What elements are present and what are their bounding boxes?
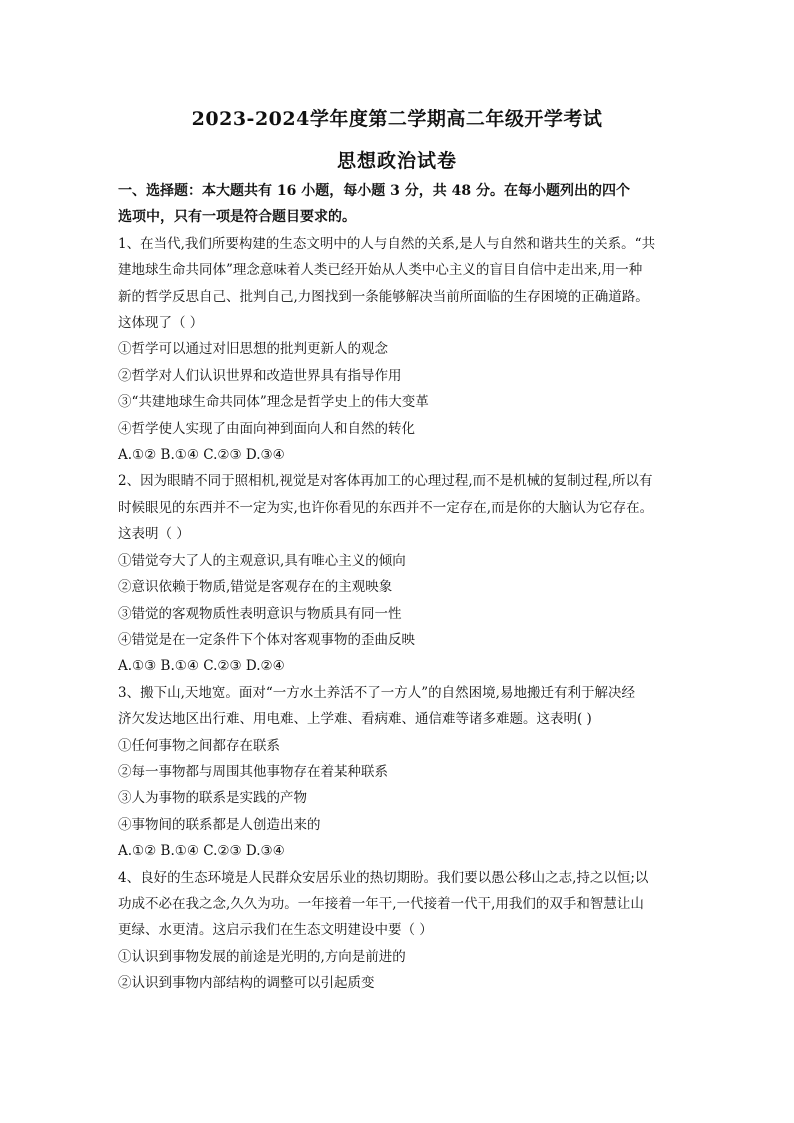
- question-stem-line: 3、搬下山,天地宽。面对“一方水土养活不了一方人”的自然困境,易地搬迁有利于解决经: [118, 684, 635, 701]
- question-item: ①任何事物之间都存在联系: [118, 737, 280, 754]
- question-item: ④错觉是在一定条件下个体对客观事物的歪曲反映: [118, 631, 415, 648]
- question-stem-line: 更绿、水更清。这启示我们在生态文明建设中要（ ）: [118, 922, 433, 939]
- answer-options: A.①② B.①④ C.②③ D.③④: [118, 843, 285, 860]
- question-item: ①认识到事物发展的前途是光明的,方向是前进的: [118, 948, 406, 965]
- exam-subtitle: 思想政治试卷: [336, 150, 457, 172]
- question-3: [118, 680, 684, 865]
- question-stem-line: 时候眼见的东西并不一定为实,也许你看见的东西并不一定存在,而是你的大脑认为它存在。: [118, 499, 654, 516]
- answer-options: A.①② B.①④ C.②③ D.③④: [118, 447, 285, 464]
- section-heading: [118, 178, 684, 231]
- question-stem-line: 新的哲学反思自己、批判自己,力图找到一条能够解决当前所面临的生存困境的正确道路。: [118, 288, 649, 305]
- question-stem-line: 2、因为眼睛不同于照相机,视觉是对客体再加工的心理过程,而不是机械的复制过程,所以有: [118, 473, 653, 490]
- question-stem-line: 这体现了（ ）: [118, 315, 204, 332]
- exam-title: 2023-2024学年度第二学期高二年级开学考试: [191, 108, 603, 130]
- section-heading-line: 一、选择题：本大题共有 16 小题，每小题 3 分，共 48 分。在每小题列出的四个: [118, 183, 630, 199]
- section-heading-line: 选项中，只有一项是符合题目要求的。: [118, 209, 356, 226]
- question-item: ③人为事物的联系是实践的产物: [118, 790, 307, 807]
- question-stem-line: 功成不必在我之念,久久为功。一年接着一年干,一代接着一代干,用我们的双手和智慧让山: [118, 895, 644, 912]
- question-stem-line: 建地球生命共同体”理念意味着人类已经开始从人类中心主义的盲目自信中走出来,用一种: [118, 262, 643, 279]
- question-stem-line: 1、在当代,我们所要构建的生态文明中的人与自然的关系,是人与自然和谐共生的关系。“共: [118, 235, 656, 252]
- question-1: [118, 231, 684, 469]
- question-item: ④哲学使人实现了由面向神到面向人和自然的转化: [118, 420, 415, 437]
- question-item: ②哲学对人们认识世界和改造世界具有指导作用: [118, 367, 402, 384]
- question-2: [118, 468, 684, 679]
- question-stem-line: 济欠发达地区出行难、用电难、上学难、看病难、通信难等诸多难题。这表明( ): [118, 711, 592, 728]
- answer-options: A.①③ B.①④ C.②③ D.②④: [118, 658, 285, 675]
- question-item: ④事物间的联系都是人创造出来的: [118, 816, 321, 833]
- question-item: ①哲学可以通过对旧思想的批判更新人的观念: [118, 341, 388, 358]
- question-4: [118, 865, 684, 997]
- exam-content: [118, 178, 684, 997]
- question-item: ②每一事物都与周围其他事物存在着某种联系: [118, 763, 388, 780]
- question-item: ②意识依赖于物质,错觉是客观存在的主观映象: [118, 579, 393, 596]
- question-stem-line: 4、良好的生态环境是人民群众安居乐业的热切期盼。我们要以愚公移山之志,持之以恒;以: [118, 869, 649, 886]
- question-item: ②认识到事物内部结构的调整可以引起质变: [118, 975, 375, 992]
- question-stem-line: 这表明（ ）: [118, 526, 190, 543]
- question-item: ③错觉的客观物质性表明意识与物质具有同一性: [118, 605, 402, 622]
- question-item: ①错觉夸大了人的主观意识,具有唯心主义的倾向: [118, 552, 406, 569]
- question-item: ③“共建地球生命共同体”理念是哲学史上的伟大变革: [118, 394, 429, 411]
